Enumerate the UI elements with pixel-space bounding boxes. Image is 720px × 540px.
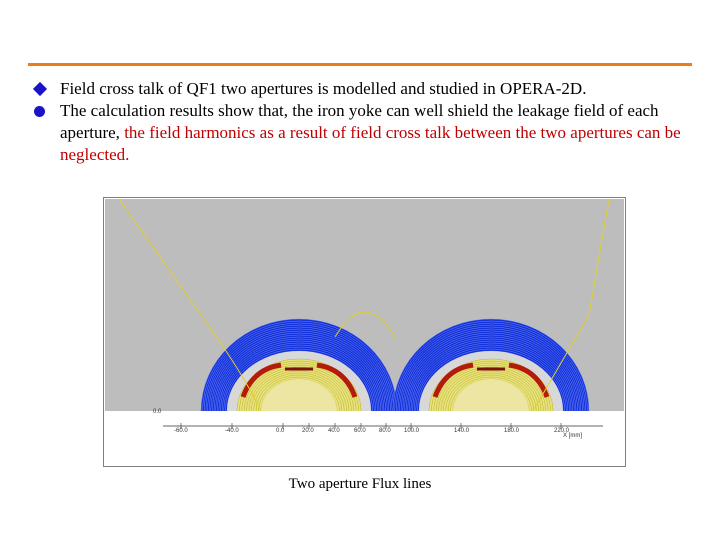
- x-tick-label: 40.0: [328, 428, 340, 434]
- bullet-item: [34, 78, 714, 100]
- x-tick-label: 220.0: [554, 428, 570, 434]
- x-tick-label: 180.0: [504, 428, 520, 434]
- circle-bullet-icon: [34, 106, 45, 117]
- x-tick-label: -60.0: [174, 428, 188, 434]
- x-tick-label: 80.0: [379, 428, 391, 434]
- figure-caption: Two aperture Flux lines: [288, 476, 432, 492]
- x-tick-label: -40.0: [225, 428, 239, 434]
- flux-lines-figure: [103, 197, 626, 467]
- bullet-text: The calculation results show that, the iron yoke can well shield the leakage field of each aperture,: [60, 101, 659, 142]
- bullet-list: [34, 78, 714, 166]
- bullet-text-highlight: the field harmonics as a result of field cross talk between the two apertures can be neglected.: [60, 123, 681, 164]
- x-tick-label: 100.0: [404, 428, 420, 434]
- x-tick-label: 20.0: [302, 428, 314, 434]
- flux-plot-svg: [103, 197, 626, 467]
- bullet-text: Field cross talk of QF1 two apertures is modelled and studied in OPERA-2D.: [60, 79, 587, 98]
- x-tick-label: 0.0: [276, 428, 285, 434]
- x-axis-label: X [mm]: [563, 433, 582, 439]
- bullet-item: [34, 100, 714, 166]
- x-tick-label: 60.0: [354, 428, 366, 434]
- accent-line: [28, 63, 692, 66]
- x-tick-label: 140.0: [454, 428, 470, 434]
- diamond-bullet-icon: [33, 82, 47, 96]
- y-tick-label: 0.0: [153, 409, 162, 415]
